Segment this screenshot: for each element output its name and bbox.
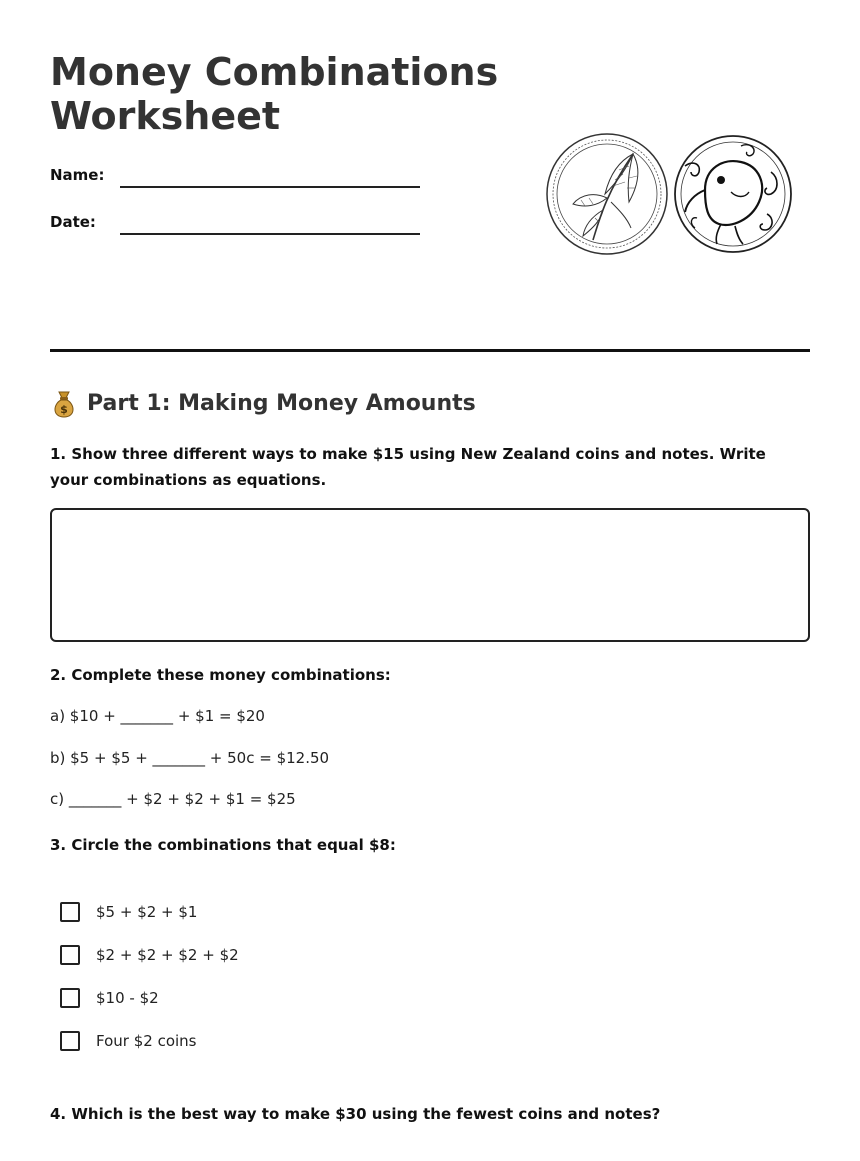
- checkbox[interactable]: [60, 902, 80, 922]
- q3-option[interactable]: [60, 988, 159, 1008]
- checkbox[interactable]: [60, 988, 80, 1008]
- date-field[interactable]: [120, 233, 420, 235]
- name-field[interactable]: [120, 186, 420, 188]
- kiwi-bird-coin-icon: [675, 136, 791, 252]
- q3-option-label: $5 + $2 + $1: [96, 903, 198, 921]
- header-divider: [50, 349, 810, 352]
- checkbox[interactable]: [60, 945, 80, 965]
- q2-item-b: b) $5 + $5 + _______ + 50c = $12.50: [50, 749, 330, 767]
- fern-coin-icon: [547, 134, 667, 254]
- name-label: Name:: [50, 166, 105, 184]
- question-3: 3. Circle the combinations that equal $8:: [50, 836, 396, 854]
- page-title: Money Combinations Worksheet: [50, 50, 499, 138]
- answer-box-q1[interactable]: [50, 508, 810, 642]
- q3-option-label: $10 - $2: [96, 989, 159, 1007]
- checkbox[interactable]: [60, 1031, 80, 1051]
- q2-item-c: c) _______ + $2 + $2 + $1 = $25: [50, 790, 296, 808]
- question-1: 1. Show three different ways to make $15 using New Zealand coins and notes. Write your combinations as equations.: [50, 445, 766, 489]
- q3-option[interactable]: [60, 1031, 196, 1051]
- nz-coins-image: [545, 132, 795, 256]
- q2-item-a: a) $10 + _______ + $1 = $20: [50, 707, 265, 725]
- q3-option-label: Four $2 coins: [96, 1032, 197, 1050]
- part1-heading-text: Part 1: Making Money Amounts: [87, 391, 476, 416]
- part1-heading: [50, 388, 476, 420]
- q3-option-label: $2 + $2 + $2 + $2: [96, 946, 239, 964]
- svg-text:$: $: [60, 403, 68, 416]
- money-bag-icon: [50, 389, 78, 419]
- question-2: 2. Complete these money combinations:: [50, 666, 391, 684]
- question-4: 4. Which is the best way to make $30 using the fewest coins and notes?: [50, 1105, 661, 1123]
- date-label: Date:: [50, 213, 96, 231]
- q3-option[interactable]: [60, 902, 197, 922]
- q3-option[interactable]: [60, 945, 239, 965]
